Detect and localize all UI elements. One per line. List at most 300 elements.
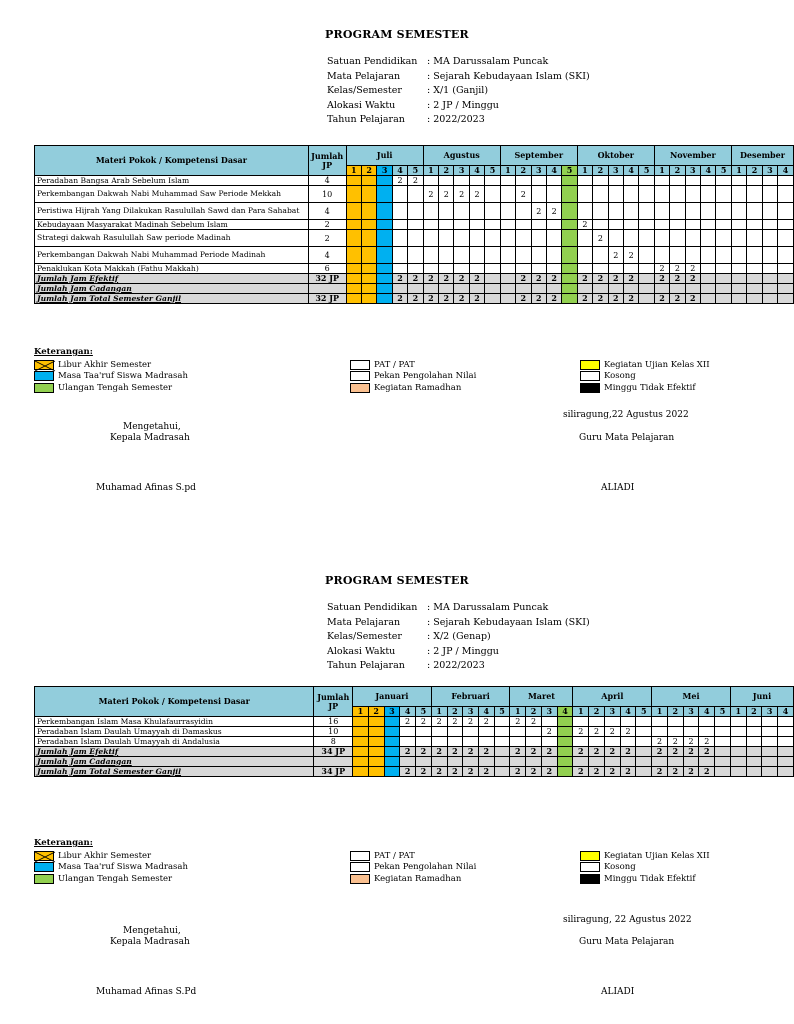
week-cell (716, 264, 731, 274)
week-cell (639, 186, 654, 203)
topic-cell: Peradaban Islam Daulah Umayyah di Damaskus (35, 727, 314, 737)
week-number: 3 (377, 166, 392, 176)
week-cell (762, 727, 778, 737)
month-header: November (654, 146, 731, 166)
info-value: : MA Darussalam Puncak (427, 56, 549, 67)
legend-label: Kosong (604, 371, 636, 382)
week-cell (463, 727, 479, 737)
right-signatory-name: ALIADI (601, 987, 635, 997)
week-cell (500, 264, 515, 274)
week-cell (469, 220, 484, 230)
week-cell: 2 (589, 767, 605, 777)
week-cell (377, 176, 392, 186)
legend-label: Kegiatan Ramadhan (374, 873, 462, 884)
week-cell (716, 220, 731, 230)
week-cell (423, 176, 438, 186)
legend-label: Libur Akhir Semester (58, 850, 152, 861)
week-cell (454, 220, 469, 230)
week-number: 5 (715, 707, 731, 717)
jp-cell: 2 (308, 220, 346, 230)
legend-tidak-efektif-swatch (580, 383, 600, 393)
week-number: 1 (423, 166, 438, 176)
week-cell (531, 220, 546, 230)
week-cell (623, 220, 638, 230)
week-number: 4 (392, 166, 407, 176)
jp-cell: 4 (308, 247, 346, 264)
week-cell (454, 264, 469, 274)
right-signature-role: Guru Mata Pelajaran (579, 937, 675, 947)
week-cell: 2 (573, 747, 589, 757)
week-cell (746, 717, 762, 727)
week-cell: 2 (683, 767, 699, 777)
week-cell (778, 264, 794, 274)
week-cell (454, 284, 469, 294)
week-cell (747, 274, 762, 284)
week-number: 5 (716, 166, 731, 176)
week-cell (346, 264, 361, 274)
week-number: 5 (562, 166, 577, 176)
week-cell (353, 757, 369, 767)
week-cell (573, 737, 589, 747)
week-cell: 2 (510, 717, 526, 727)
week-cell (778, 284, 794, 294)
week-cell: 2 (463, 747, 479, 757)
week-cell (516, 176, 531, 186)
week-cell (500, 247, 515, 264)
week-number: 3 (685, 166, 700, 176)
week-cell (747, 284, 762, 294)
week-cell: 2 (510, 747, 526, 757)
week-cell (762, 220, 777, 230)
week-cell: 2 (400, 717, 416, 727)
week-cell (639, 203, 654, 220)
week-cell (469, 247, 484, 264)
week-cell (685, 176, 700, 186)
week-cell (546, 220, 561, 230)
week-number: 2 (447, 707, 463, 717)
week-number: 5 (494, 707, 510, 717)
week-cell (699, 757, 715, 767)
week-number: 5 (415, 707, 431, 717)
legend-pekan-swatch (350, 371, 370, 381)
legend-uts-swatch (34, 383, 54, 393)
week-cell (510, 727, 526, 737)
week-cell (716, 176, 731, 186)
legend-uts-swatch (34, 874, 54, 884)
place-date: siliragung, 22 Agustus 2022 (563, 915, 692, 925)
week-cell (685, 203, 700, 220)
week-cell: 2 (652, 767, 668, 777)
week-number: 5 (485, 166, 500, 176)
week-cell (730, 747, 746, 757)
week-number: 1 (353, 707, 369, 717)
month-header: Januari (353, 687, 432, 707)
week-cell (762, 767, 778, 777)
topic-cell: Perkembangan Dakwah Nabi Muhammad Saw Periode Mekkah (35, 186, 309, 203)
legend (34, 347, 768, 407)
week-cell (731, 203, 746, 220)
week-cell: 2 (400, 747, 416, 757)
week-cell (500, 274, 515, 284)
week-cell (636, 767, 652, 777)
info-key: Mata Pelajaran (327, 616, 401, 628)
week-cell (654, 203, 669, 220)
week-cell (762, 203, 777, 220)
week-cell (439, 203, 454, 220)
week-cell (747, 230, 762, 247)
week-cell (639, 274, 654, 284)
week-cell (557, 737, 573, 747)
week-cell: 2 (652, 737, 668, 747)
legend-label: Pekan Pengolahan Nilai (374, 862, 477, 873)
week-cell (500, 220, 515, 230)
week-cell: 2 (546, 274, 561, 284)
week-cell (685, 220, 700, 230)
week-cell: 2 (589, 727, 605, 737)
week-cell: 2 (516, 274, 531, 284)
week-cell (423, 220, 438, 230)
week-cell (353, 747, 369, 757)
month-header: April (573, 687, 652, 707)
week-cell: 2 (699, 767, 715, 777)
week-cell (670, 220, 685, 230)
week-cell (604, 717, 620, 727)
week-cell (730, 767, 746, 777)
week-cell (608, 284, 623, 294)
week-cell: 2 (577, 294, 592, 304)
legend-label: Kosong (604, 862, 636, 873)
week-cell (593, 203, 608, 220)
week-cell (353, 737, 369, 747)
legend-tidak-efektif-swatch (580, 874, 600, 884)
week-cell (639, 264, 654, 274)
week-cell (531, 186, 546, 203)
week-cell (762, 247, 777, 264)
week-cell: 2 (516, 294, 531, 304)
week-cell (377, 230, 392, 247)
right-signatory-name: ALIADI (601, 483, 635, 493)
week-cell (654, 186, 669, 203)
week-cell: 2 (683, 747, 699, 757)
week-cell (362, 230, 377, 247)
header-jp: Jumlah JP (308, 146, 346, 176)
week-cell (346, 203, 361, 220)
sheet-title: PROGRAM SEMESTER (325, 574, 469, 587)
week-cell (408, 203, 423, 220)
week-cell (510, 757, 526, 767)
week-cell: 2 (431, 717, 447, 727)
week-number: 2 (362, 166, 377, 176)
week-cell (762, 757, 778, 767)
week-cell: 2 (478, 767, 494, 777)
legend-libur-swatch (34, 851, 54, 861)
week-number: 2 (747, 166, 762, 176)
week-cell (362, 294, 377, 304)
week-cell (500, 186, 515, 203)
legend-label: Minggu Tidak Efektif (604, 382, 696, 393)
week-cell (636, 757, 652, 767)
week-cell (778, 757, 794, 767)
week-cell: 2 (573, 727, 589, 737)
week-cell (531, 264, 546, 274)
week-cell: 2 (447, 767, 463, 777)
week-cell (494, 767, 510, 777)
week-number: 5 (408, 166, 423, 176)
week-cell (384, 737, 400, 747)
week-cell: 2 (408, 176, 423, 186)
week-cell (731, 264, 746, 274)
week-cell (485, 176, 500, 186)
week-cell: 2 (469, 294, 484, 304)
week-cell (670, 203, 685, 220)
week-cell: 2 (589, 747, 605, 757)
week-cell (447, 727, 463, 737)
week-cell (546, 264, 561, 274)
info-value: : 2 JP / Minggu (427, 99, 499, 111)
week-cell (747, 176, 762, 186)
left-signatory-name: Muhamad Afinas S.pd (96, 483, 196, 493)
week-cell (604, 757, 620, 767)
jp-cell: 34 JP (314, 747, 353, 757)
week-cell (715, 757, 731, 767)
week-cell (778, 767, 794, 777)
week-cell (654, 220, 669, 230)
week-cell (500, 203, 515, 220)
week-cell (439, 264, 454, 274)
table-row (35, 186, 794, 203)
week-number: 5 (639, 166, 654, 176)
week-cell (562, 186, 577, 203)
week-cell (747, 294, 762, 304)
topic-cell: Jumlah Jam Cadangan (35, 757, 314, 767)
week-cell (353, 767, 369, 777)
month-header: Juli (346, 146, 423, 166)
table-row (35, 264, 794, 274)
left-signature-line-2: Kepala Madrasah (110, 937, 190, 947)
week-cell (762, 294, 777, 304)
week-number: 5 (636, 707, 652, 717)
week-cell: 2 (670, 274, 685, 284)
week-cell (701, 176, 716, 186)
legend-taaruf-swatch (34, 862, 54, 872)
week-cell (608, 220, 623, 230)
legend-label: Kegiatan Ramadhan (374, 382, 462, 393)
info-key: Kelas/Semester (327, 85, 402, 97)
week-cell: 2 (408, 294, 423, 304)
week-number: 2 (368, 707, 384, 717)
week-cell (620, 717, 636, 727)
week-cell (494, 727, 510, 737)
week-cell: 2 (667, 737, 683, 747)
week-number: 2 (516, 166, 531, 176)
week-cell (408, 230, 423, 247)
week-cell (346, 176, 361, 186)
week-cell (510, 737, 526, 747)
week-cell: 2 (439, 274, 454, 284)
week-cell: 2 (699, 737, 715, 747)
week-cell (747, 247, 762, 264)
week-cell (346, 220, 361, 230)
week-cell: 2 (526, 747, 542, 757)
legend-ramadhan-swatch (350, 383, 370, 393)
week-cell (531, 176, 546, 186)
legend-pekan-swatch (350, 862, 370, 872)
week-cell (667, 717, 683, 727)
week-cell (562, 284, 577, 294)
week-cell (778, 737, 794, 747)
week-cell (608, 264, 623, 274)
legend (34, 838, 768, 898)
week-number: 4 (778, 707, 794, 717)
week-cell: 2 (667, 767, 683, 777)
week-cell: 2 (531, 294, 546, 304)
week-cell: 2 (593, 274, 608, 284)
week-number: 4 (620, 707, 636, 717)
place-date: siliragung,22 Agustus 2022 (563, 410, 689, 420)
week-cell (526, 757, 542, 767)
week-number: 1 (346, 166, 361, 176)
jp-cell: 6 (308, 264, 346, 274)
week-cell (699, 727, 715, 737)
week-cell (526, 727, 542, 737)
week-cell: 2 (685, 274, 700, 284)
week-cell (715, 727, 731, 737)
week-cell: 2 (685, 264, 700, 274)
week-cell (577, 247, 592, 264)
week-number: 4 (623, 166, 638, 176)
week-number: 1 (510, 707, 526, 717)
week-cell (415, 737, 431, 747)
week-cell (353, 717, 369, 727)
week-cell (716, 274, 731, 284)
info-key: Tahun Pelajaran (327, 114, 405, 126)
week-cell (577, 186, 592, 203)
info-value: : MA Darussalam Puncak (427, 602, 549, 613)
week-cell (731, 294, 746, 304)
week-cell (577, 230, 592, 247)
week-cell (778, 220, 794, 230)
week-cell (392, 247, 407, 264)
week-cell (485, 284, 500, 294)
week-cell (546, 186, 561, 203)
week-cell (557, 717, 573, 727)
week-cell (546, 284, 561, 294)
week-cell (762, 747, 778, 757)
week-cell (423, 247, 438, 264)
week-number: 2 (526, 707, 542, 717)
week-cell (562, 294, 577, 304)
week-cell (636, 727, 652, 737)
header-materi: Materi Pokok / Kompetensi Dasar (35, 146, 309, 176)
week-cell (562, 176, 577, 186)
legend-libur-swatch (34, 360, 54, 370)
week-cell (423, 284, 438, 294)
week-cell: 2 (469, 186, 484, 203)
week-cell (423, 264, 438, 274)
week-cell: 2 (604, 747, 620, 757)
week-cell (384, 717, 400, 727)
jp-cell: 8 (314, 737, 353, 747)
week-cell (593, 186, 608, 203)
week-cell (377, 186, 392, 203)
week-cell (392, 230, 407, 247)
week-cell (762, 737, 778, 747)
week-cell (577, 176, 592, 186)
week-cell (516, 203, 531, 220)
week-number: 3 (608, 166, 623, 176)
week-cell (557, 727, 573, 737)
week-cell (746, 767, 762, 777)
topic-cell: Strategi dakwah Rasulullah Saw periode Madinah (35, 230, 309, 247)
week-number: 3 (762, 166, 777, 176)
topic-cell: Peristiwa Hijrah Yang Dilakukan Rasulullah Sawd dan Para Sahabat (35, 203, 309, 220)
week-cell (478, 727, 494, 737)
week-cell (778, 727, 794, 737)
week-cell (494, 757, 510, 767)
week-cell (608, 186, 623, 203)
week-cell (778, 203, 794, 220)
legend-kosong-swatch (580, 371, 600, 381)
week-cell (557, 757, 573, 767)
week-cell (716, 230, 731, 247)
left-signature-line-1: Mengetahui, (123, 926, 181, 936)
week-cell: 2 (620, 727, 636, 737)
total-row (35, 757, 794, 767)
topic-cell: Jumlah Jam Efektif (35, 274, 309, 284)
week-cell (589, 717, 605, 727)
week-cell (747, 203, 762, 220)
week-cell: 2 (415, 767, 431, 777)
week-cell: 2 (531, 274, 546, 284)
legend-ujian-swatch (580, 360, 600, 370)
week-cell: 2 (541, 727, 557, 737)
week-cell: 2 (431, 747, 447, 757)
left-signature-line-1: Mengetahui, (123, 422, 181, 432)
week-cell (701, 294, 716, 304)
week-cell (573, 757, 589, 767)
week-cell (762, 717, 778, 727)
week-number: 4 (478, 707, 494, 717)
week-cell (623, 186, 638, 203)
legend-pat-swatch (350, 851, 370, 861)
week-cell (573, 717, 589, 727)
week-cell (469, 230, 484, 247)
month-header: Oktober (577, 146, 654, 166)
week-number: 2 (670, 166, 685, 176)
week-cell (701, 203, 716, 220)
week-cell (639, 230, 654, 247)
week-number: 3 (463, 707, 479, 717)
week-cell: 2 (593, 294, 608, 304)
week-cell (747, 220, 762, 230)
week-cell: 2 (623, 294, 638, 304)
week-cell: 2 (608, 274, 623, 284)
week-cell (620, 757, 636, 767)
topic-cell: Jumlah Jam Total Semester Ganjil (35, 294, 309, 304)
week-cell (746, 727, 762, 737)
week-cell (485, 247, 500, 264)
week-cell (639, 176, 654, 186)
week-cell (654, 230, 669, 247)
week-cell (557, 747, 573, 757)
schedule-table-wrap (34, 145, 789, 304)
week-cell (608, 230, 623, 247)
legend-label: Masa Taa'ruf Siswa Madrasah (58, 371, 188, 382)
week-cell (730, 757, 746, 767)
week-cell (685, 247, 700, 264)
week-number: 3 (384, 707, 400, 717)
week-cell: 2 (685, 294, 700, 304)
